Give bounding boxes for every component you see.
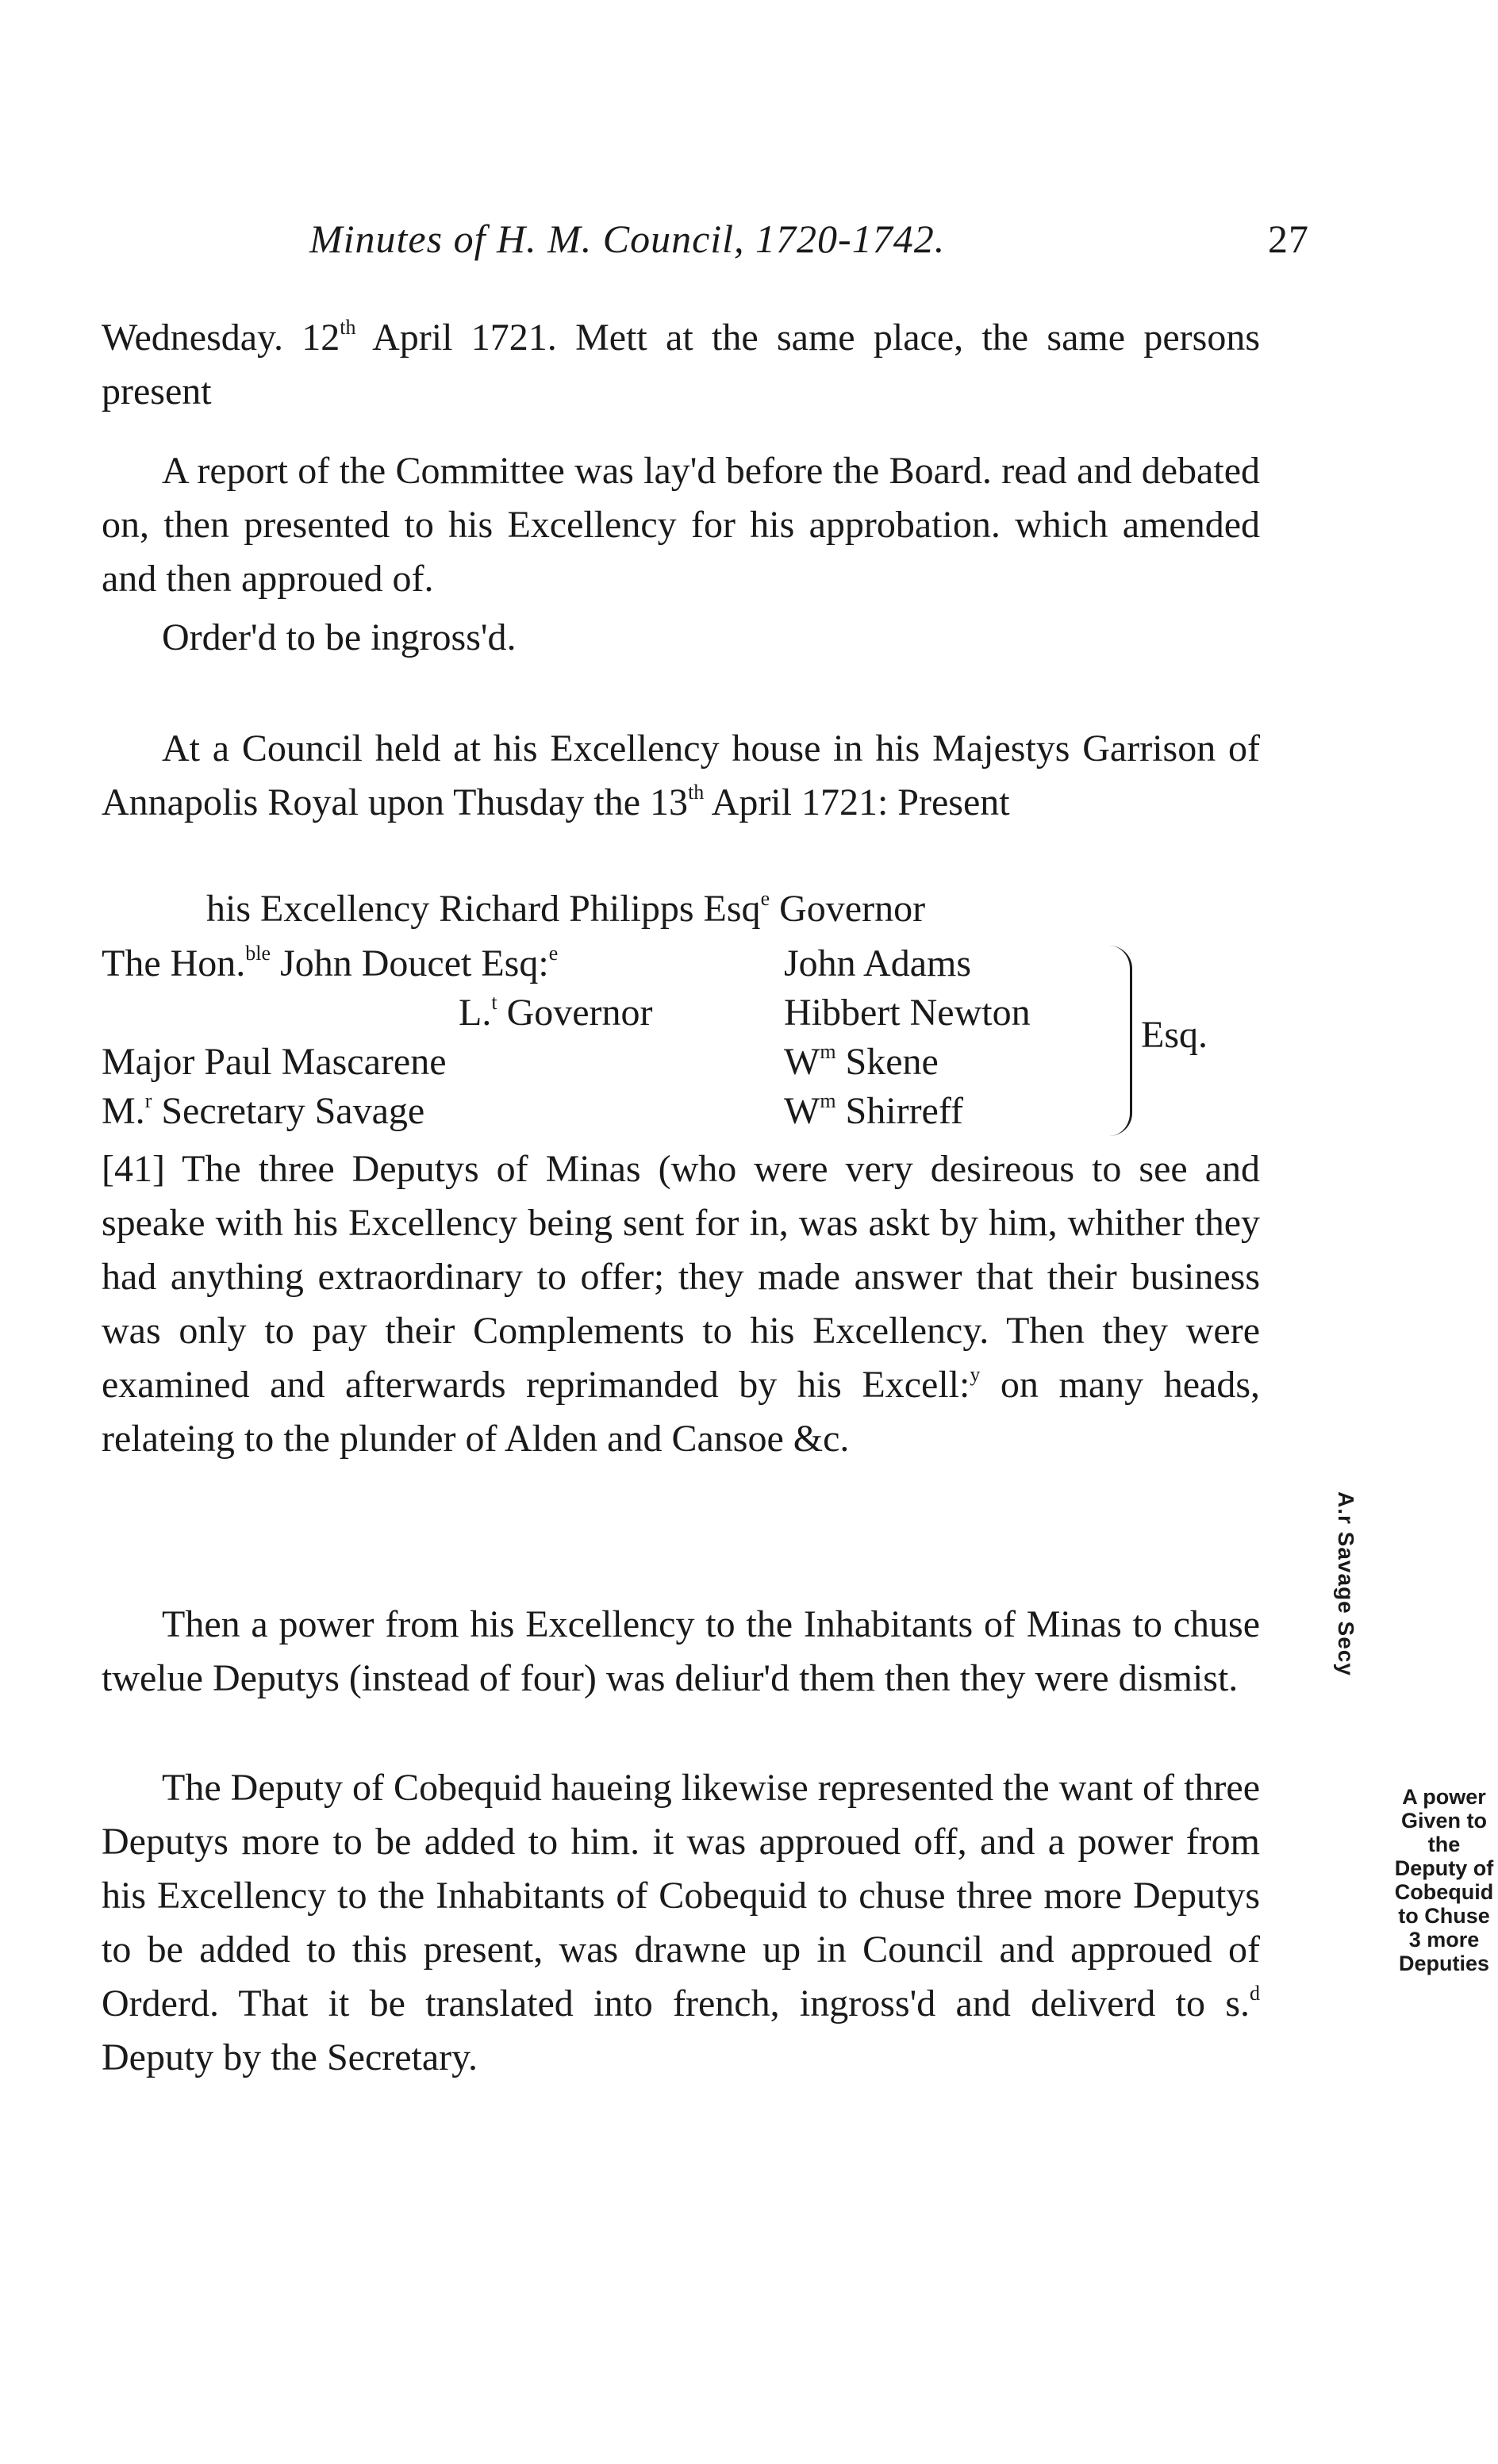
minas-deputies-text: [41] The three Deputys of Minas (who were very desireous to see and speake with his Excellency being sent for in, was askt by him, whither they had anything extraordinary to offer; they made answer that their business was only to pay their Complements to his Excellency. Then they were examined and afterwards reprimanded by his Excell:: [102, 1148, 1260, 1406]
doucet-honorific: The Hon.: [102, 942, 246, 984]
date-continuation: April 1721. Mett at the same place, the same persons present: [102, 317, 1260, 413]
attendee-savage: [102, 1087, 784, 1136]
savage-prefix: M.: [102, 1090, 145, 1132]
attendance-list: [102, 939, 1292, 1146]
cobequid-text: The Deputy of Cobequid haueing likewise represented the want of three Deputys more to be added to him. it was approued off, and a power from his Excellency to the Inhabitants of Cobequid to chuse three more Deputys to be added to this present, was drawne up in Council and approued of Orderd. That it be translated into french, ingross'd and deliverd to s.: [102, 1767, 1260, 2025]
attendee-skene: [784, 1038, 1133, 1087]
doucet-esq-sup: e: [548, 942, 559, 965]
minas-power-paragraph: Then a power from his Excellency to the Inhabitants of Minas to chuse twelue Deputys (instead of four) was deliur'd them then they were dismist.: [102, 1603, 1260, 1699]
cobequid-superscript: d: [1250, 1982, 1260, 2005]
lt-superscript: t: [491, 991, 497, 1014]
esq-label: Esq.: [1141, 1014, 1208, 1056]
committee-report-paragraph: A report of the Committee was lay'd before the Board. read and debated on, then presented to his Excellency for his approbation. which amended and then approued of.: [102, 450, 1260, 600]
attendance-right-column: [784, 939, 1133, 1136]
lt-governor: Governor: [497, 992, 653, 1034]
cobequid-paragraph: [102, 1761, 1260, 2085]
minas-deputies-paragraph: [102, 1142, 1260, 1466]
governor-line: [206, 887, 925, 931]
margin-note-secretary: A.r Savage Secy: [1334, 1491, 1358, 1676]
skene-name: Skene: [835, 1041, 939, 1083]
attendee-brace: [1109, 946, 1132, 1136]
council-intro-paragraph: [102, 722, 1260, 830]
governor-title: Governor: [770, 888, 926, 930]
attendee-adams: John Adams: [784, 942, 972, 984]
savage-superscript: r: [144, 1089, 152, 1112]
doucet-honorific-sup: ble: [245, 942, 271, 965]
wednesday-date-paragraph: [102, 311, 1260, 419]
attendee-mascarene: Major Paul Mascarene: [102, 1041, 447, 1083]
cobequid-continuation: Deputy by the Secretary.: [102, 2036, 478, 2078]
council-intro-continuation: April 1721: Present: [704, 781, 1010, 823]
margin-note-power-given: A power Given to the Deputy of Cobequid to Chuse 3 more Deputies: [1394, 1785, 1494, 1975]
shirreff-prefix: W: [784, 1090, 820, 1132]
date-text: Wednesday. 12: [102, 317, 340, 359]
header-title: Minutes of H. M. Council, 1720-1742.: [309, 217, 946, 261]
order-ingross-line: Order'd to be ingross'd.: [162, 616, 517, 658]
shirreff-superscript: m: [820, 1089, 836, 1112]
shirreff-name: Shirreff: [835, 1090, 963, 1132]
minas-deputies-superscript: y: [970, 1363, 981, 1386]
minas-deputies-continuation: on many heads, relateing to the plunder of Alden and Cansoe &c.: [102, 1364, 1260, 1460]
attendance-left-column: [102, 939, 784, 1136]
lt-prefix: L.: [459, 992, 492, 1034]
governor-superscript: e: [760, 887, 770, 910]
attendee-newton: Hibbert Newton: [784, 992, 1031, 1034]
savage-name: Secretary Savage: [152, 1090, 425, 1132]
council-intro-text: At a Council held at his Excellency house in his Majestys Garrison of Annapolis Royal upon Thusday the 13: [102, 727, 1260, 823]
attendee-doucet: [102, 939, 784, 988]
date-superscript: th: [340, 316, 356, 339]
skene-prefix: W: [784, 1041, 820, 1083]
page-number: 27: [1268, 217, 1309, 261]
attendee-doucet-title: [102, 988, 784, 1038]
running-header: [309, 216, 1309, 262]
skene-superscript: m: [820, 1040, 836, 1063]
doucet-name: John Doucet Esq:: [271, 942, 549, 984]
attendee-shirreff: [784, 1087, 1133, 1136]
council-intro-superscript: th: [688, 781, 705, 804]
governor-name: his Excellency Richard Philipps Esq: [206, 888, 761, 930]
